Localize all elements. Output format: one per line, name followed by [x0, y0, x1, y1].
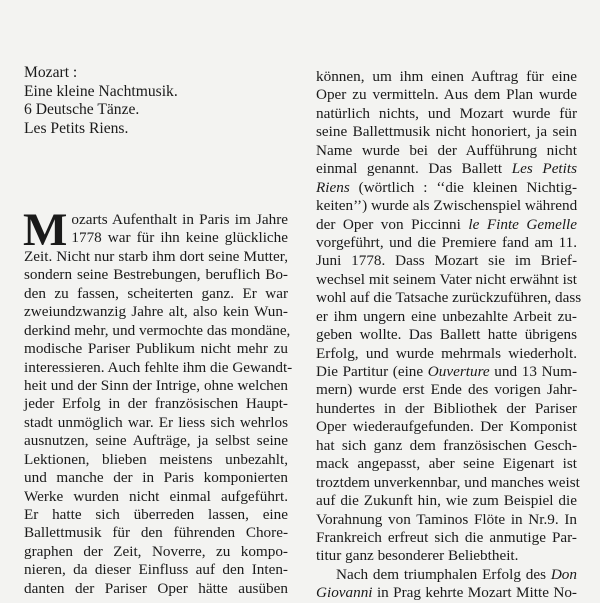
text-line: keiten’’) wurde als Zwischenspiel während — [316, 197, 578, 215]
text-line: nieren, da dieser Einfluss auf den Inten- — [24, 561, 288, 579]
work-list-heading — [24, 64, 294, 138]
heading-line: Les Petits Riens. — [24, 119, 129, 137]
text-line: seine Ballettmusik nicht honoriert, ja sein — [316, 123, 577, 141]
text-run: der Oper von Piccinni — [316, 215, 469, 233]
text-line: können, um ihm einen Auftrag für eine — [316, 68, 577, 85]
text-line: Lektionen, blieben meistens unbezahlt, — [24, 450, 288, 468]
text-line: danten der Pariser Oper hätte ausüben — [24, 579, 288, 597]
left-column-text — [23, 204, 293, 598]
text-line — [316, 179, 577, 197]
text-run: Nach dem triumphalen Erfolg des — [336, 565, 551, 583]
text-line: modische Pariser Publikum nicht mehr zu — [24, 340, 288, 358]
drop-cap: M — [23, 204, 68, 256]
text-line: zweiundzwanzig Jahre alt, also kein Wun- — [24, 303, 288, 321]
opera-title: le Finte Gemelle — [468, 215, 578, 233]
text-line: hat sich ganz dem französischen Gesch- — [316, 436, 577, 454]
text-line: derkind mehr, und vermochte das mondäne, — [24, 321, 291, 339]
text-line: Frankreich erfreut sich die anmutige Par- — [316, 528, 577, 546]
ballet-title: Riens — [316, 178, 350, 196]
text-line: Oper wiederaufgefunden. Der Komponist — [316, 418, 577, 436]
text-line: Name wurde bei der Aufführung nicht — [316, 141, 577, 159]
text-line: Ballettmusik für den führenden Chore- — [24, 524, 288, 542]
text-line: 1778 war für ihn keine glückliche — [71, 229, 288, 247]
text-line: Werke wurden nicht einmal aufgeführt. — [24, 487, 288, 505]
text-line: den zu fassen, scheiterten ganz. Er war — [24, 284, 288, 302]
right-column-text — [316, 68, 582, 603]
text-line: auf die Zukunft hin, wie zum Beispiel die — [316, 492, 577, 510]
text-line: ozarts Aufenthalt in Paris im Jahre — [71, 211, 288, 228]
text-line: er ihm ungern eine unbezahlte Arbeit zu- — [316, 307, 577, 325]
text-line: hundertes in der Bibliothek der Pariser — [316, 399, 577, 417]
text-line — [316, 363, 577, 381]
text-line: troztdem unverkennbar, und manches weist — [316, 473, 580, 491]
heading-line: Eine kleine Nachtmusik. — [24, 82, 178, 100]
text-run: Die Partitur (eine — [316, 363, 428, 380]
text-line — [316, 160, 577, 178]
text-line: stadt unmöglich war. Er liess sich wehrlos — [24, 413, 288, 431]
text-line: geben wollte. Das Ballett hatte übrigens — [316, 326, 577, 344]
text-line: wechsel mit seinem Vater nicht erwähnt ist — [316, 270, 577, 288]
text-line: Vorahnung von Taminos Flöte in Nr.9. In — [316, 510, 577, 528]
text-line: interessieren. Auch fehlte ihm die Gewandt- — [24, 358, 293, 376]
text-line: jeder Erfolg in der französischen Haupt- — [24, 395, 288, 413]
text-run: (wörtlich : ‘‘die kleinen Nichtig- — [349, 178, 577, 196]
text-line: Oper zu vermitteln. Aus dem Plan wurde — [316, 86, 577, 104]
text-line: titur ganz besonderer Beliebtheit. — [316, 547, 519, 565]
heading-line: Mozart : — [24, 64, 78, 81]
text-line: Zeit. Nicht nur starb ihm dort seine Mutter, — [24, 247, 288, 265]
text-line: Juni 1778. Dass Mozart sie im Brief- — [316, 252, 577, 270]
text-line: und manche der in Paris komponierten — [24, 469, 288, 487]
text-run: und 13 Num- — [489, 363, 578, 380]
text-line: graphen der Zeit, Noverre, zu kompo- — [24, 542, 288, 560]
text-line: Erfolg, und wurde mehrmals wiederholt. — [316, 344, 577, 362]
text-run: einmal genannt. Das Ballett — [316, 160, 512, 178]
text-line: Er hatte sich überreden lassen, eine — [24, 506, 288, 523]
text-line: heit und der Sinn der Intrige, ohne welchen — [24, 376, 288, 394]
text-line: mack angepasst, aber seine Eigenart ist — [316, 455, 577, 473]
text-line: natürlich nichts, und Mozart wurde für — [316, 104, 577, 122]
text-line: vorgeführt, und die Premiere fand am 11. — [316, 233, 577, 251]
text-line — [316, 566, 577, 584]
ouverture-term: Ouverture — [427, 363, 490, 380]
opera-title: Giovanni — [316, 584, 373, 602]
ballet-title: Les Petits — [511, 160, 578, 178]
text-line — [316, 216, 577, 234]
text-line: ausnutzen, seine Aufträge, ja selbst seine — [24, 432, 288, 450]
heading-line: 6 Deutsche Tänze. — [24, 101, 140, 119]
text-line: sondern seine Bestrebungen, beruflich Bo- — [24, 266, 288, 284]
opera-title: Don — [550, 565, 577, 583]
text-line: mern) wurde erst Ende des vorigen Jahr- — [316, 381, 577, 399]
text-run: in Prag kehrte Mozart Mitte No- — [372, 584, 577, 602]
text-line: wohl auf die Tatsache zurückzuführen, dass — [316, 289, 582, 307]
